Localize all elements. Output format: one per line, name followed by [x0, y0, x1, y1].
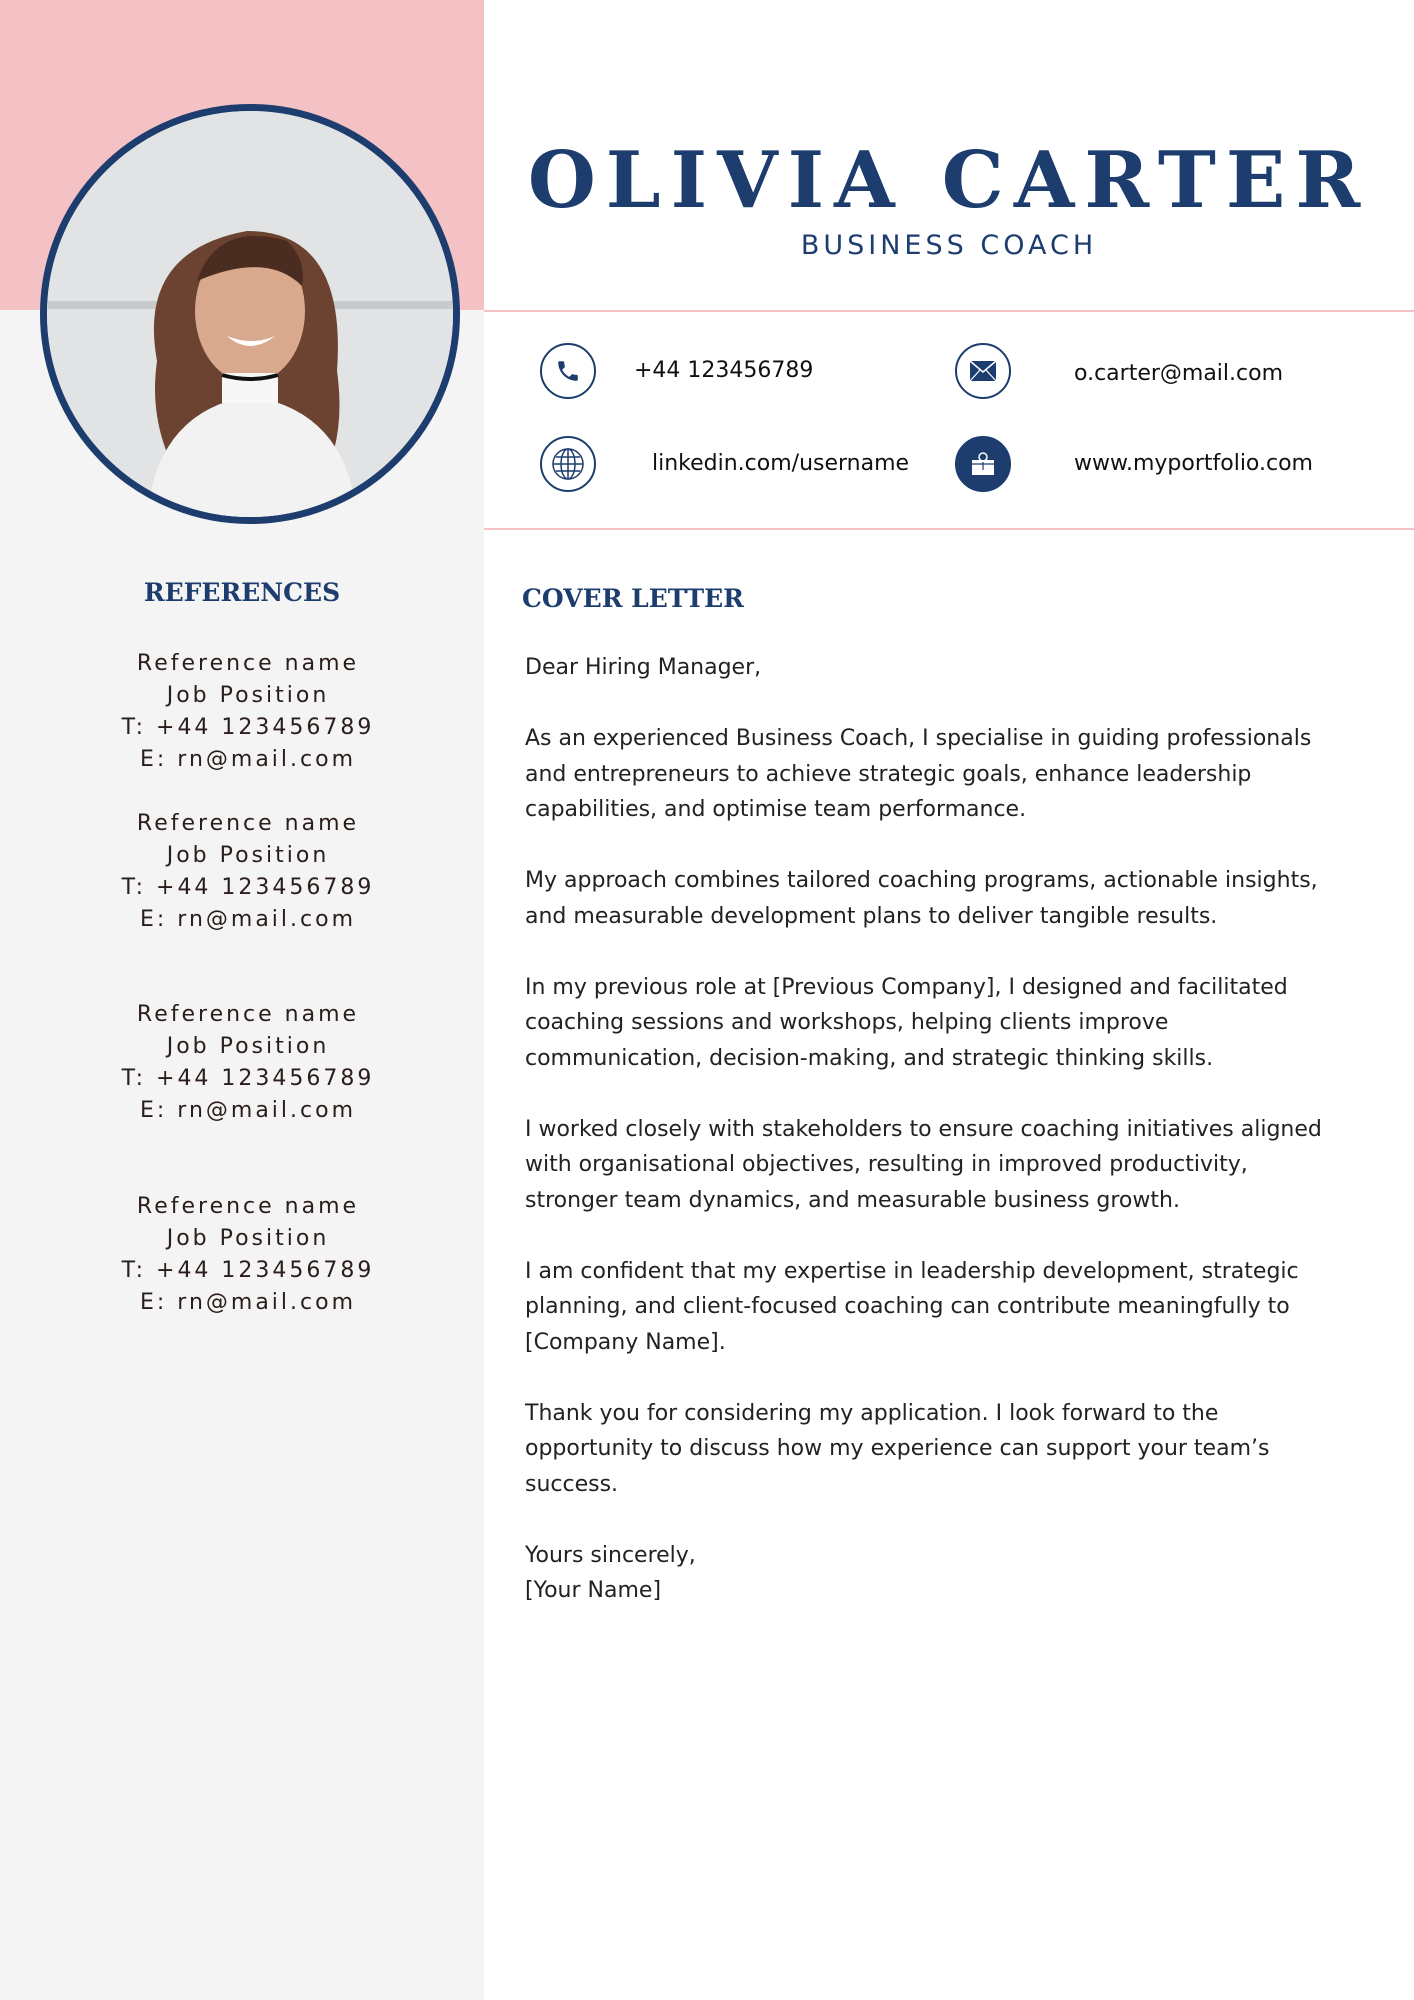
reference-phone: T: +44 123456789	[121, 715, 375, 740]
profile-photo	[40, 104, 460, 524]
reference-name: Reference name	[136, 1002, 360, 1027]
letter-paragraph: As an experienced Business Coach, I specialise in guiding professionals and entrepreneurs to achieve strategic goals, enhance leadership capabilities, and optimise team performance.	[525, 726, 1312, 822]
letter-paragraph: In my previous role at [Previous Company], I designed and facilitated coaching sessions and workshops, helping clients improve communication, decision-making, and strategic thinking skills.	[525, 974, 1288, 1071]
reference-item	[0, 1191, 496, 1319]
candidate-name: OLIVIA CARTER	[527, 135, 1371, 226]
signature: [Your Name]	[525, 1578, 662, 1603]
divider-bottom	[484, 528, 1414, 530]
briefcase-icon	[955, 436, 1011, 492]
linkedin-text[interactable]: linkedin.com/username	[652, 451, 910, 476]
reference-email: E: rn@mail.com	[139, 1098, 357, 1123]
reference-phone: T: +44 123456789	[121, 875, 375, 900]
salutation: Dear Hiring Manager,	[525, 655, 762, 680]
candidate-title: BUSINESS COACH	[800, 230, 1098, 261]
phone-icon	[540, 343, 596, 399]
email-text[interactable]: o.carter@mail.com	[1074, 361, 1284, 386]
reference-name: Reference name	[136, 811, 360, 836]
letter-paragraph: Thank you for considering my application. I look forward to the opportunity to discuss how my experience can support your team’s success.	[525, 1400, 1270, 1497]
globe-icon	[540, 436, 596, 492]
reference-position: Job Position	[166, 683, 330, 708]
reference-name: Reference name	[136, 1194, 360, 1219]
envelope-icon	[955, 343, 1011, 399]
reference-phone: T: +44 123456789	[121, 1066, 375, 1091]
phone-text[interactable]: +44 123456789	[634, 358, 814, 383]
closing: Yours sincerely,	[525, 1542, 696, 1568]
reference-item	[0, 808, 496, 936]
reference-item	[0, 999, 496, 1127]
reference-position: Job Position	[166, 1226, 330, 1251]
reference-item	[0, 648, 496, 776]
portfolio-text[interactable]: www.myportfolio.com	[1074, 451, 1313, 476]
cover-letter-heading: COVER LETTER	[522, 584, 744, 613]
reference-phone: T: +44 123456789	[121, 1258, 375, 1283]
reference-position: Job Position	[166, 843, 330, 868]
divider-top	[484, 310, 1414, 312]
reference-position: Job Position	[166, 1034, 330, 1059]
references-heading: REFERENCES	[143, 578, 341, 607]
reference-email: E: rn@mail.com	[139, 1290, 357, 1315]
reference-email: E: rn@mail.com	[139, 907, 357, 932]
reference-name: Reference name	[136, 651, 360, 676]
letter-paragraph: I worked closely with stakeholders to ensure coaching initiatives aligned with organisational objectives, resulting in improved productivity, stronger team dynamics, and measurable business growth.	[525, 1116, 1322, 1213]
letter-paragraph: My approach combines tailored coaching programs, actionable insights, and measurable development plans to deliver tangible results.	[525, 868, 1318, 929]
letter-paragraph: I am confident that my expertise in leadership development, strategic planning, and client-focused coaching can contribute meaningfully to [Company Name].	[525, 1258, 1299, 1355]
cover-letter-body	[525, 650, 1325, 1609]
reference-email: E: rn@mail.com	[139, 747, 357, 772]
